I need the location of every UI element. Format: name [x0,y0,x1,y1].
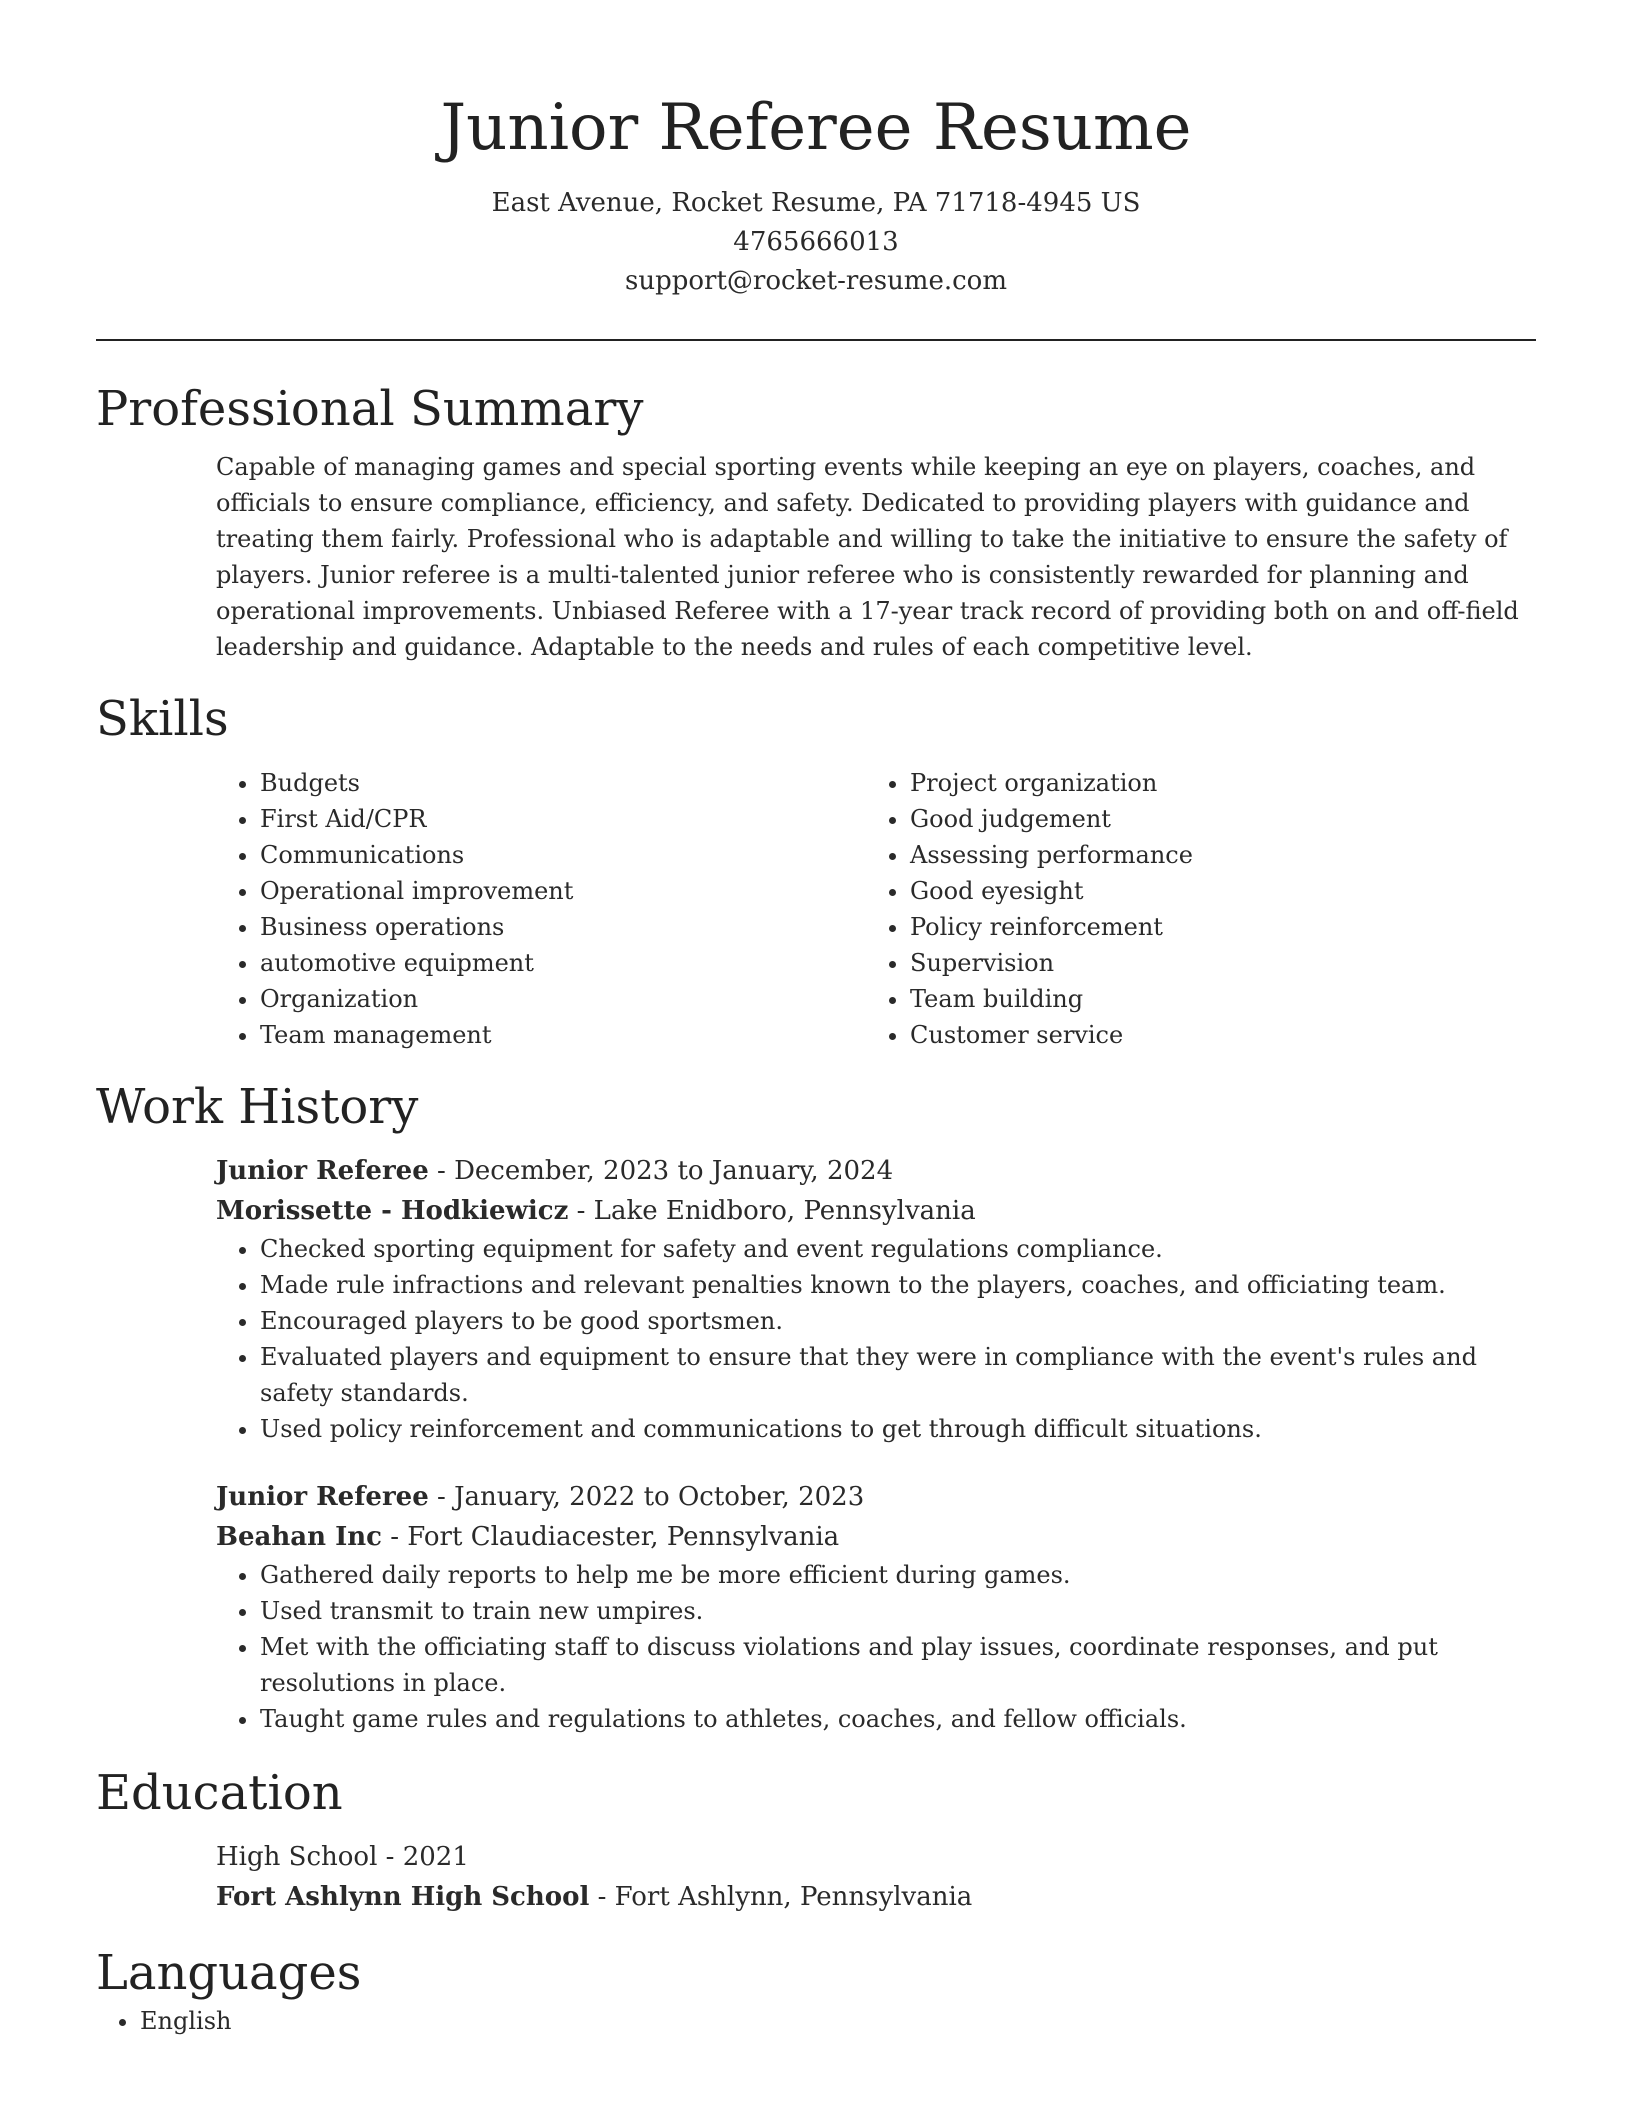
duty-item: • Used policy reinforcement and communications to get through difficult situations. [260,1411,1536,1447]
job-duties [216,1231,1536,1447]
summary-section [96,379,1536,665]
skill-item: • Supervision [910,945,1516,981]
school-line [216,1877,1536,1917]
education-entry [216,1837,1536,1917]
work-history-section [96,1077,1536,1737]
duty-item: • Used transmit to train new umpires. [260,1593,1536,1629]
duty-item: • Encouraged players to be good sportsmen. [260,1303,1536,1339]
school-name: Fort Ashlynn High School [216,1882,590,1912]
summary-heading: Professional Summary [96,381,644,437]
skill-item: • Business operations [260,909,866,945]
languages-heading: Languages [96,1945,362,2001]
language-item: • English [140,2003,1536,2039]
phone: 4765666013 [733,227,899,257]
languages-section [96,1943,1536,2039]
job-employer: Morissette - Hodkiewicz [216,1196,569,1226]
resume-header [96,0,1536,301]
email: support@rocket-resume.com [624,266,1007,296]
languages-list [96,2003,1536,2039]
job-title-line [216,1477,1536,1517]
skill-item: • Customer service [910,1017,1516,1053]
skill-item: • Policy reinforcement [910,909,1516,945]
skill-item: • Budgets [260,765,866,801]
duty-item: • Met with the officiating staff to discuss violations and play issues, coordinate responses, and put resolutions in place. [260,1629,1536,1701]
job-location: - Fort Claudiacester, Pennsylvania [381,1522,840,1552]
address: East Avenue, Rocket Resume, PA 71718-4945 US [491,188,1141,218]
skill-item: • Team management [260,1017,866,1053]
job-entry [216,1151,1536,1447]
skill-item: • Project organization [910,765,1516,801]
degree: High School [216,1842,378,1872]
job-employer-line [216,1191,1536,1231]
job-duties [216,1557,1536,1737]
skill-item: • Good eyesight [910,873,1516,909]
contact-info [96,184,1536,301]
job-employer-line [216,1517,1536,1557]
skill-item: • Communications [260,837,866,873]
job-dates: - December, 2023 to January, 2024 [428,1156,894,1186]
skill-item: • Operational improvement [260,873,866,909]
skill-item: • Organization [260,981,866,1017]
skills-heading: Skills [96,691,229,747]
duty-item: • Gathered daily reports to help me be more efficient during games. [260,1557,1536,1593]
skill-item: • Good judgement [910,801,1516,837]
skill-item: • Assessing performance [910,837,1516,873]
duty-item: • Evaluated players and equipment to ensure that they were in compliance with the event's rules and safety standards. [260,1339,1536,1411]
job-location: - Lake Enidboro, Pennsylvania [568,1196,976,1226]
job-employer: Beahan Inc [216,1522,382,1552]
skill-item: • First Aid/CPR [260,801,866,837]
job-position: Junior Referee [216,1156,429,1186]
job-dates: - January, 2022 to October, 2023 [428,1482,865,1512]
summary-text: Capable of managing games and special sporting events while keeping an eye on players, coaches, and officials to ensure compliance, efficiency, and safety. Dedicated to providing players with guidance and treating them fairly. Professional who is adaptable and willing to take the initiative to ensure the safety of players. Junior referee is a multi-talented junior referee who is consistently rewarded for planning and operational improvements. Unbiased Referee with a 17-year track record of providing both on and off-field leadership and guidance. Adaptable to the needs and rules of each competitive level. [216,453,1519,661]
header-divider [96,339,1536,341]
work-history-heading: Work History [96,1079,419,1135]
job-position: Junior Referee [216,1482,429,1512]
school-location: - Fort Ashlynn, Pennsylvania [589,1882,973,1912]
education-heading: Education [96,1765,343,1821]
skill-item: • automotive equipment [260,945,866,981]
skills-grid [216,765,1536,1053]
skills-column-right [866,765,1516,1053]
duty-item: • Taught game rules and regulations to athletes, coaches, and fellow officials. [260,1701,1536,1737]
skills-column-left [216,765,866,1053]
degree-line [216,1837,1536,1877]
duty-item: • Made rule infractions and relevant penalties known to the players, coaches, and officiating team. [260,1267,1536,1303]
job-title-line [216,1151,1536,1191]
skills-section [96,689,1536,1053]
job-entry [216,1477,1536,1737]
resume-title: Junior Referee Resume [440,91,1192,165]
duty-item: • Checked sporting equipment for safety and event regulations compliance. [260,1231,1536,1267]
graduation-year: - 2021 [377,1842,469,1872]
skill-item: • Team building [910,981,1516,1017]
education-section [96,1763,1536,1917]
